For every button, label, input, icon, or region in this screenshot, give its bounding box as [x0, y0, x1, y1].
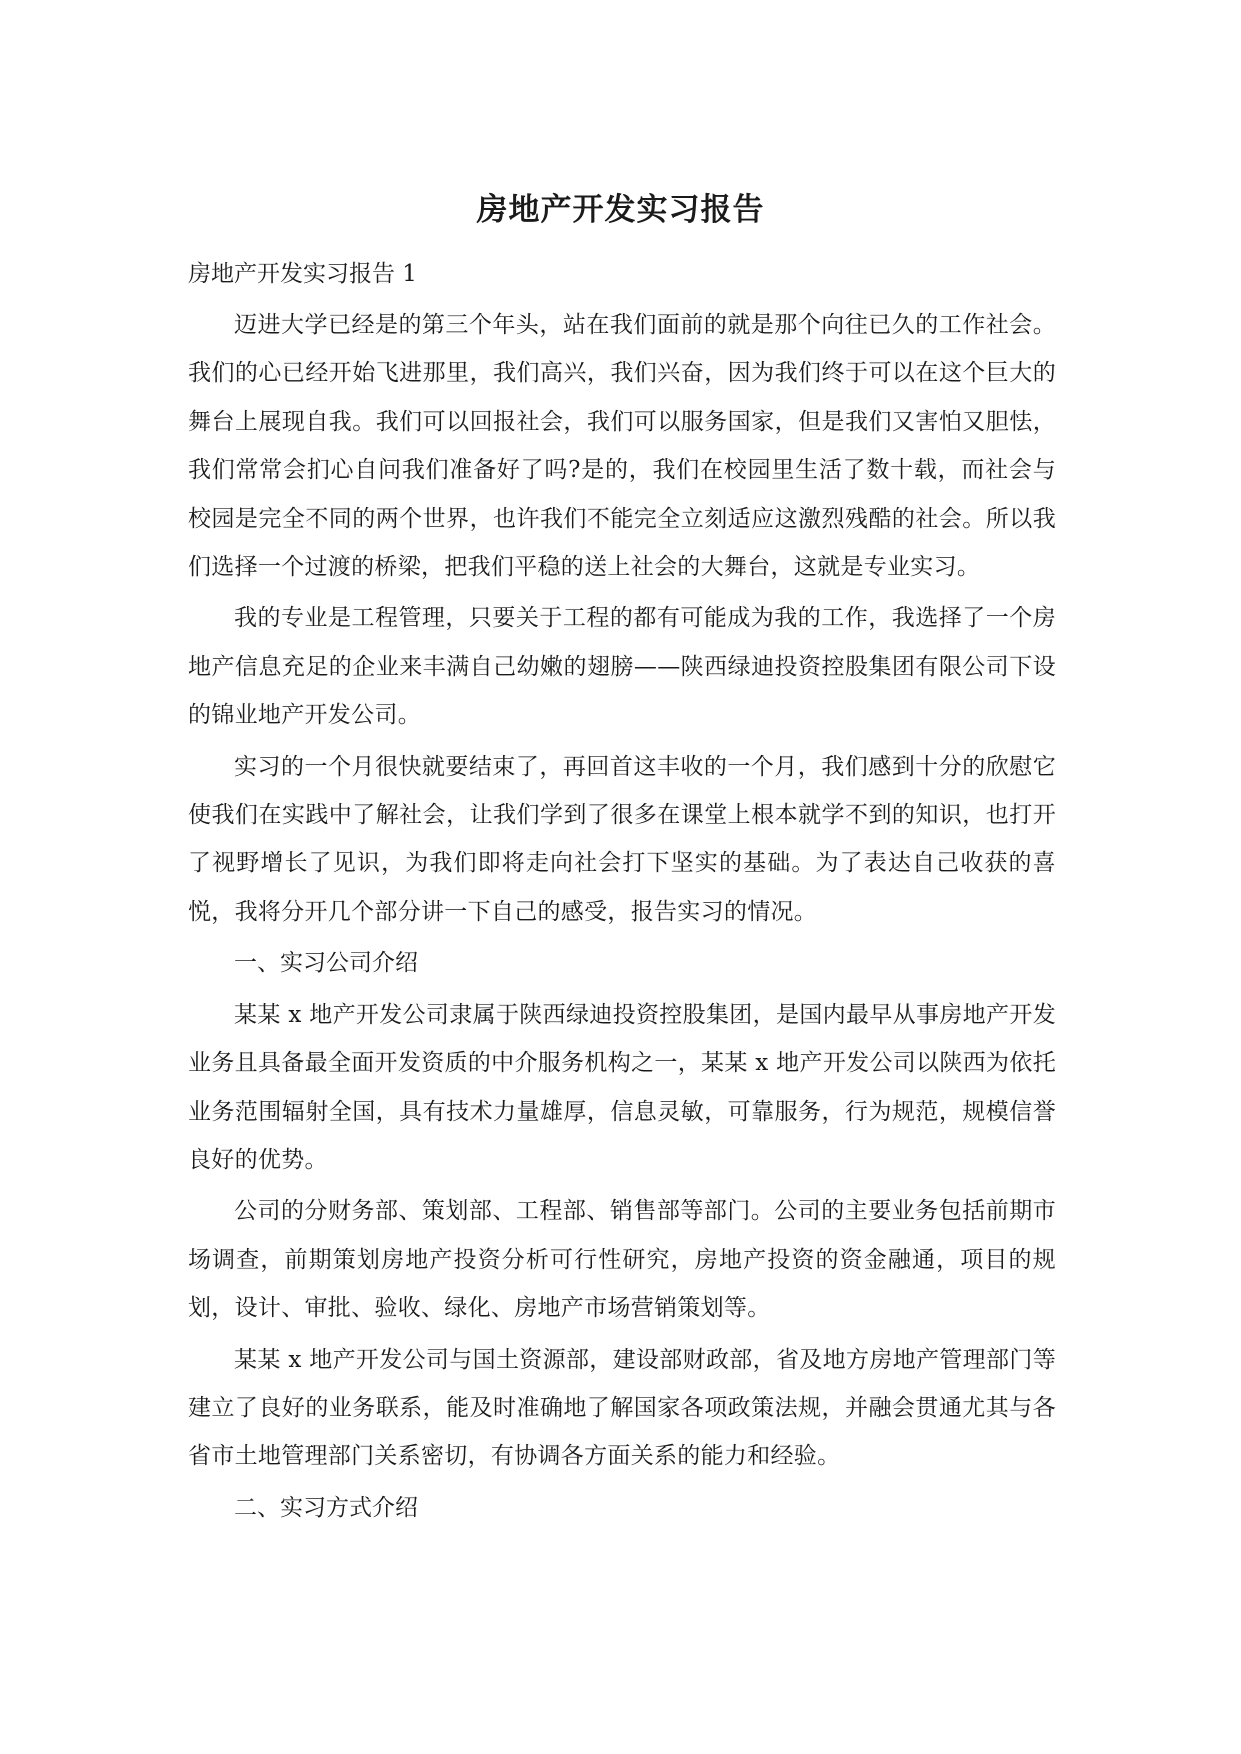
document-subtitle: 房地产开发实习报告 1 — [188, 261, 417, 287]
paragraph-company-overview: 某某 x 地产开发公司隶属于陕西绿迪投资控股集团，是国内最早从事房地产开发业务且具备最全面开发资质的中介服务机构之一，某某 x 地产开发公司以陕西为依托业务范围辐射全国，具有技术力量雄厚，信息灵敏，可靠服务，行为规范，规模信誉良好的优势。 — [188, 1001, 1056, 1173]
section-heading-company: 一、实习公司介绍 — [234, 950, 418, 977]
paragraph-intro: 迈进大学已经是的第三个年头，站在我们面前的就是那个向往已久的工作社会。我们的心已经开始飞进那里，我们高兴，我们兴奋，因为我们终于可以在这个巨大的舞台上展现自我。我们可以回报社会，我们可以服务国家，但是我们又害怕又胆怯，我们常常会扪心自问我们准备好了吗?是的，我们在校园里生活了数十载，而社会与校园是完全不同的两个世界，也许我们不能完全立刻适应这激烈残酷的社会。所以我们选择一个过渡的桥梁，把我们平稳的送上社会的大舞台，这就是专业实习。 — [188, 312, 1056, 581]
paragraph-company-departments: 公司的分财务部、策划部、工程部、销售部等部门。公司的主要业务包括前期市场调查，前期策划房地产投资分析可行性研究，房地产投资的资金融通，项目的规划，设计、审批、验收、绿化、房地产市场营销策划等。 — [188, 1198, 1056, 1322]
paragraph-major: 我的专业是工程管理，只要关于工程的都有可能成为我的工作，我选择了一个房地产信息充足的企业来丰满自己幼嫩的翅膀——陕西绿迪投资控股集团有限公司下设的锦业地产开发公司。 — [188, 605, 1056, 729]
document-title: 房地产开发实习报告 — [476, 192, 765, 228]
document-body — [188, 301, 1056, 1535]
section-heading-method: 二、实习方式介绍 — [234, 1494, 418, 1521]
paragraph-company-relations: 某某 x 地产开发公司与国土资源部，建设部财政部，省及地方房地产管理部门等建立了良好的业务联系，能及时准确地了解国家各项政策法规，并融会贯通尤其与各省市土地管理部门关系密切，有协调各方面关系的能力和经验。 — [188, 1346, 1056, 1470]
paragraph-summary: 实习的一个月很快就要结束了，再回首这丰收的一个月，我们感到十分的欣慰它使我们在实践中了解社会，让我们学到了很多在课堂上根本就学不到的知识，也打开了视野增长了见识，为我们即将走向社会打下坚实的基础。为了表达自己收获的喜悦，我将分开几个部分讲一下自己的感受，报告实习的情况。 — [188, 753, 1056, 925]
